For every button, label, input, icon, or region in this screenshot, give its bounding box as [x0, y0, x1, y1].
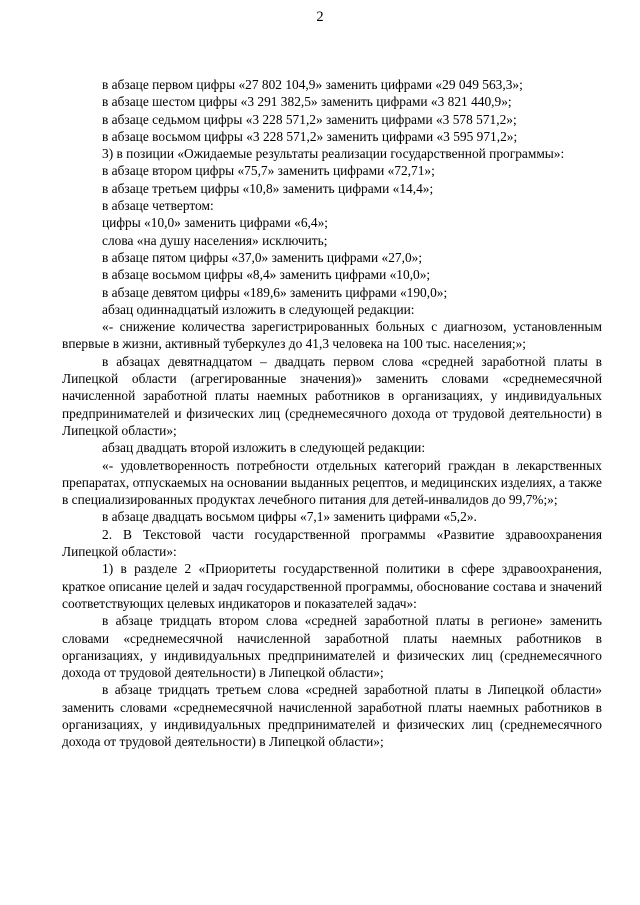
paragraph: «- снижение количества зарегистрированных больных с диагнозом, установленным впервые в жизни, активный туберкулез до 41,3 человека на 100 тыс. населения;»; — [62, 319, 602, 352]
paragraph: в абзаце тридцать втором слова «средней заработной платы в регионе» заменить словами «среднемесячной начисленной заработной платы наемных работников в организациях, у индивидуальных предпринимателей и физических лиц (среднемесячного дохода от трудовой деятельности) в Липецкой области»; — [62, 613, 602, 681]
paragraph: в абзаце девятом цифры «189,6» заменить цифрами «190,0»; — [102, 284, 448, 300]
page-number: 2 — [316, 9, 324, 25]
paragraph: слова «на душу населения» исключить; — [102, 232, 328, 248]
paragraph: в абзаце шестом цифры «3 291 382,5» заменить цифрами «3 821 440,9»; — [102, 94, 512, 110]
paragraph: в абзаце восьмом цифры «8,4» заменить цифрами «10,0»; — [102, 267, 431, 283]
paragraph: в абзаце втором цифры «75,7» заменить цифрами «72,71»; — [102, 163, 435, 179]
paragraph: «- удовлетворенность потребности отдельных категорий граждан в лекарственных препаратах, отпускаемых на основании выданных рецептов, и медицинских изделиях, а также в специализированных продуктах лечебного питания для детей-инвалидов до 99,7%;»; — [62, 457, 602, 508]
paragraph: в абзаце первом цифры «27 802 104,9» заменить цифрами «29 049 563,3»; — [102, 77, 523, 92]
paragraph: в абзаце пятом цифры «37,0» заменить цифрами «27,0»; — [102, 249, 423, 265]
paragraph: 2. В Текстовой части государственной программы «Развитие здравоохранения Липецкой области»: — [62, 526, 602, 560]
paragraph: в абзацах девятнадцатом – двадцать первом слова «средней заработной платы в Липецкой области (агрегированные значения)» заменить словами «среднемесячной начисленной заработной платы наемных работников в организациях, у индивидуальных предпринимателей и физических лиц (среднемесячного дохода от трудовой деятельности) в Липецкой области»; — [62, 353, 602, 438]
document-body — [62, 76, 602, 751]
paragraph: в абзаце двадцать восьмом цифры «7,1» заменить цифрами «5,2». — [102, 509, 477, 525]
paragraph: в абзаце седьмом цифры «3 228 571,2» заменить цифрами «3 578 571,2»; — [102, 111, 517, 127]
paragraph: в абзаце тридцать третьем слова «средней заработной платы в Липецкой области» заменить словами «среднемесячной начисленной заработной платы наемных работников в организациях, у индивидуальных предпринимателей и физических лиц (среднемесячного дохода от трудовой деятельности) в Липецкой области»; — [62, 682, 602, 750]
paragraph: в абзаце третьем цифры «10,8» заменить цифрами «14,4»; — [102, 180, 434, 196]
paragraph: в абзаце четвертом: — [102, 198, 214, 214]
paragraph: абзац одиннадцатый изложить в следующей редакции: — [102, 301, 415, 317]
paragraph: абзац двадцать второй изложить в следующей редакции: — [102, 440, 426, 456]
paragraph: 1) в разделе 2 «Приоритеты государственной политики в сфере здравоохранения, краткое описание целей и задач государственной программы, обоснование состава и значений соответствующих целевых индикаторов и показателей задач»: — [62, 561, 602, 611]
paragraph: в абзаце восьмом цифры «3 228 571,2» заменить цифрами «3 595 971,2»; — [102, 128, 518, 144]
paragraph: цифры «10,0» заменить цифрами «6,4»; — [102, 215, 328, 231]
paragraph: 3) в позиции «Ожидаемые результаты реализации государственной программы»: — [102, 146, 565, 162]
